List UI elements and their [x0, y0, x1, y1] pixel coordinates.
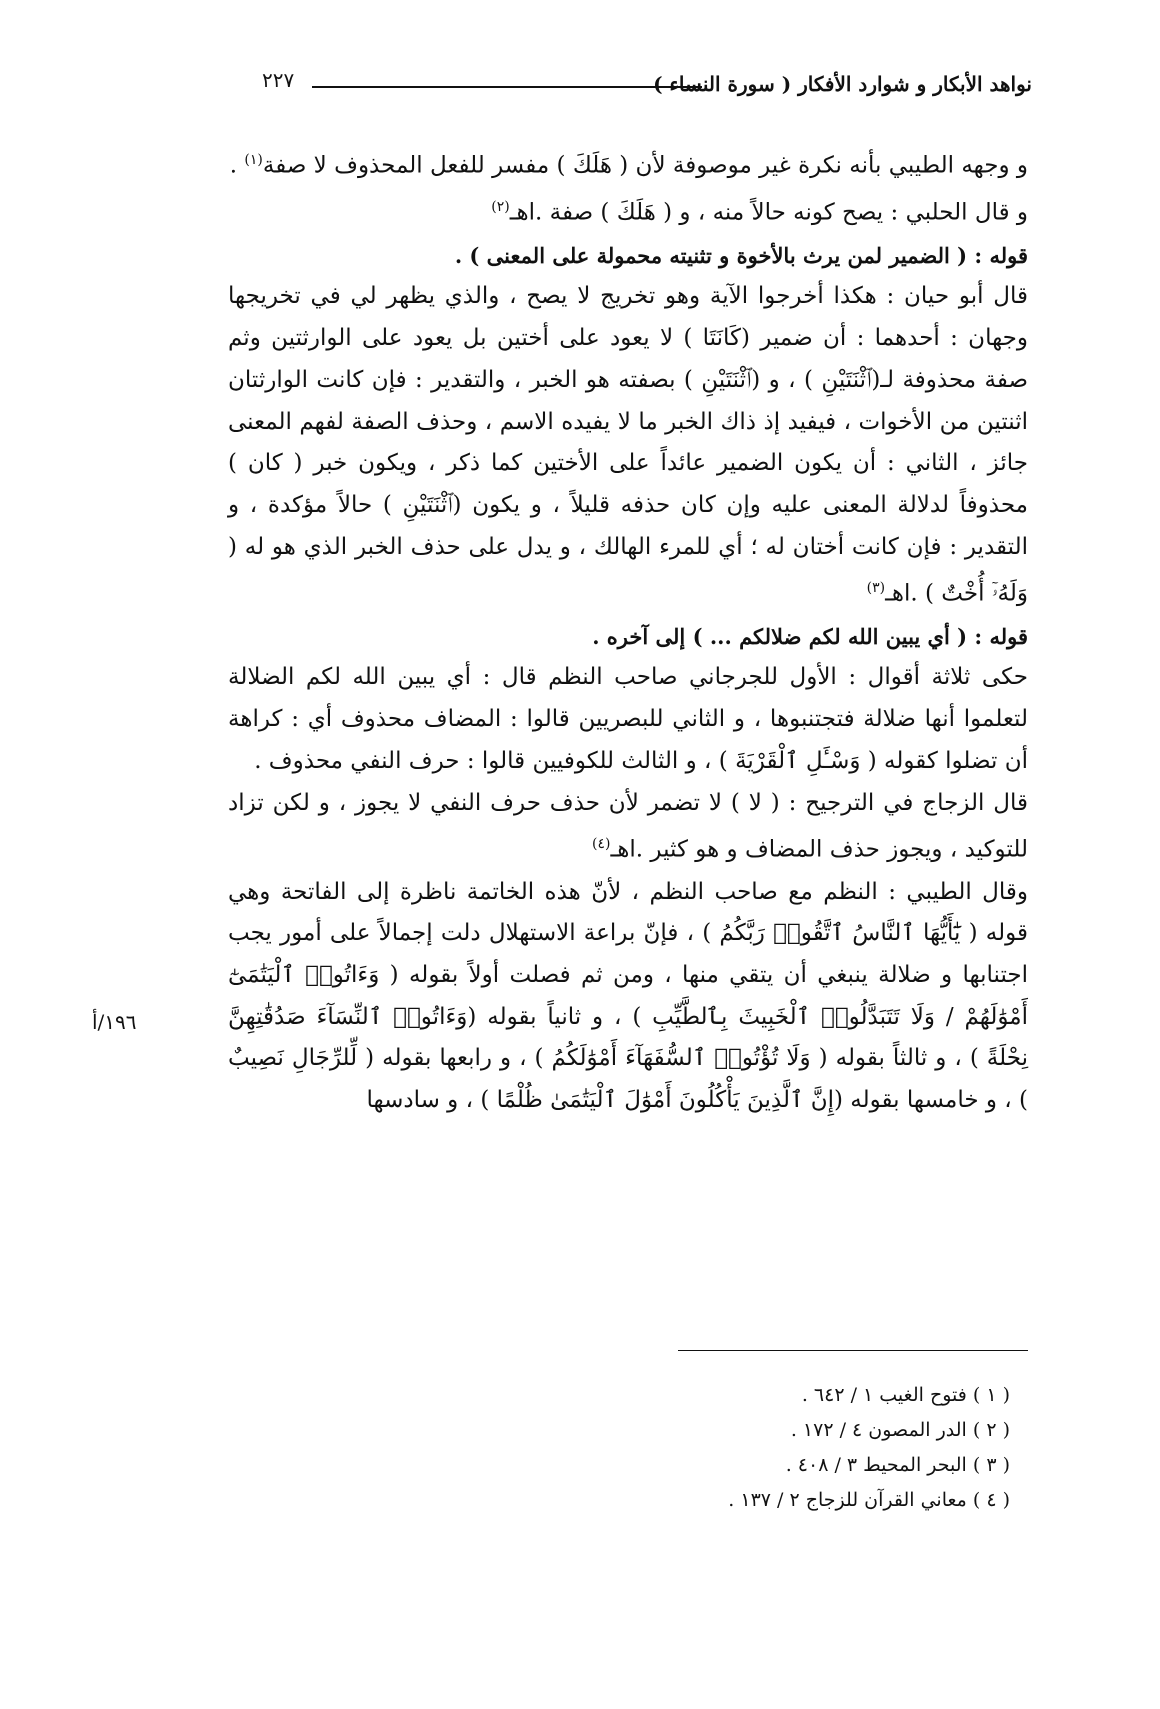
heading-2: قوله : ( أي يبين الله لكم ضلالكم ... ) إلى آخره . — [592, 623, 1028, 649]
footnote-3: ( ٣ ) البحر المحيط ٣ / ٤٠٨ . — [785, 1454, 1010, 1476]
footnote-rule — [678, 1350, 1028, 1351]
footnote-ref-2: (٢) — [491, 199, 510, 216]
footnote-1: ( ١ ) فتوح الغيب ١ / ٦٤٢ . — [801, 1384, 1010, 1406]
paragraph-1-end: . — [229, 152, 245, 179]
main-text — [228, 140, 1028, 1122]
manuscript-folio-note: ١٩٦/أ — [92, 1010, 137, 1034]
paragraph-1-text: و وجهه الطيبي بأنه نكرة غير موصوفة لأن ( هَلَكَ ) مفسر للفعل المحذوف لا صفة — [262, 152, 1028, 179]
page-number: ٢٢٧ — [262, 68, 295, 92]
heading-1: قوله : ( الضمير لمن يرث بالأخوة و تثنيته محمولة على المعنى ) . — [454, 242, 1028, 268]
footnote-ref-4: (٤) — [592, 836, 611, 853]
paragraph-6: وقال الطيبي : النظم مع صاحب النظم ، لأنّ هذه الخاتمة ناظرة إلى الفاتحة وهي قوله ( يَٰٓأَيُّهَا ٱلنَّاسُ ٱتَّقُوا۟ رَبَّكُمُ ) ، فإنّ براعة الاستهلال دلت إجمالاً على أمور يجب اجتنابها و ضلالة ينبغي أن يتقي منها ، ومن ثم فصلت أولاً بقوله ( وَءَاتُوا۟ ٱلْيَتَٰمَىٰٓ أَمْوَٰلَهُمْ / وَلَا تَتَبَدَّلُوا۟ ٱلْخَبِيثَ بِٱلطَّيِّبِ ) ، و ثانياً بقوله (وَءَاتُوا۟ ٱلنِّسَآءَ صَدُقَٰتِهِنَّ نِحْلَةً ) ، و ثالثاً بقوله ( وَلَا تُؤْتُوا۟ ٱلسُّفَهَآءَ أَمْوَٰلَكُمُ ) ، و رابعها بقوله ( لِّلرِّجَالِ نَصِيبٌ ) ، و خامسها بقوله (إِنَّ ٱلَّذِينَ يَأْكُلُونَ أَمْوَٰلَ ٱلْيَتَٰمَىٰ ظُلْمًا ) ، و سادسها — [228, 878, 1028, 1114]
paragraph-5-text: قال الزجاج في الترجيح : ( لا ) لا تضمر لأن حذف حرف النفي لا يجوز ، و لكن تزاد للتوكيد ، ويجوز حذف المضاف و هو كثير .اهـ — [228, 789, 1028, 863]
paragraph-3-text: قال أبو حيان : هكذا أخرجوا الآية وهو تخريج لا يصح ، والذي يظهر لي في تخريجها وجهان : أحدهما : أن ضمير (كَانَتَا ) لا يعود على أختين بل يعود على الوارثتين وثم صفة محذوفة لـ(ٱثْنَتَيْنِ ) ، و (ٱثْنَتَيْنِ ) بصفته هو الخبر ، والتقدير : فإن كانت الوارثتان اثنتين من الأخوات ، فيفيد إذ ذاك الخبر ما لا يفيده الاسم ، وحذف الصفة لفهم المعنى جائز ، الثاني : أن يكون الضمير عائداً على الأختين كما ذكر ، ويكون خبر ( كان ) محذوفاً لدلالة المعنى عليه وإن كان حذفه قليلاً ، و يكون (ٱثْنَتَيْنِ ) حالاً مؤكدة ، و التقدير : فإن كانت أختان له ؛ أي للمرء الهالك ، و يدل على حذف الخبر الذي هو له ( وَلَهُۥٓ أُخْتٌ ) .اهـ — [228, 283, 1028, 607]
page-header — [262, 66, 1032, 106]
footnote-ref-1: (١) — [244, 152, 263, 168]
paragraph-3 — [228, 276, 1028, 615]
paragraph-2 — [228, 187, 1028, 234]
footnotes — [530, 1378, 1010, 1518]
footnote-ref-3: (٣) — [866, 580, 886, 597]
header-rule — [312, 86, 702, 88]
footnote-4: ( ٤ ) معاني القرآن للزجاج ٢ / ١٣٧ . — [728, 1489, 1010, 1511]
footnote-2: ( ٢ ) الدر المصون ٤ / ١٧٢ . — [790, 1419, 1010, 1441]
paragraph-2-text: و قال الحلبي : يصح كونه حالاً منه ، و ( هَلَكَ ) صفة .اهـ — [509, 200, 1028, 227]
paragraph-5 — [228, 783, 1028, 872]
running-title: نواهد الأبكار و شوارد الأفكار ( سورة النساء ) — [653, 72, 1032, 96]
paragraph-4: حكى ثلاثة أقوال : الأول للجرجاني صاحب النظم قال : أي يبين الله لكم الضلالة لتعلموا أنها ضلالة فتجتنبوها ، و الثاني للبصريين قالوا : المضاف محذوف أي : كراهة أن تضلوا كقوله ( وَسْـَٔلِ ٱلْقَرْيَةَ ) ، و الثالث للكوفيين قالوا : حرف النفي محذوف . — [228, 664, 1028, 774]
paragraph-1 — [228, 140, 1028, 187]
